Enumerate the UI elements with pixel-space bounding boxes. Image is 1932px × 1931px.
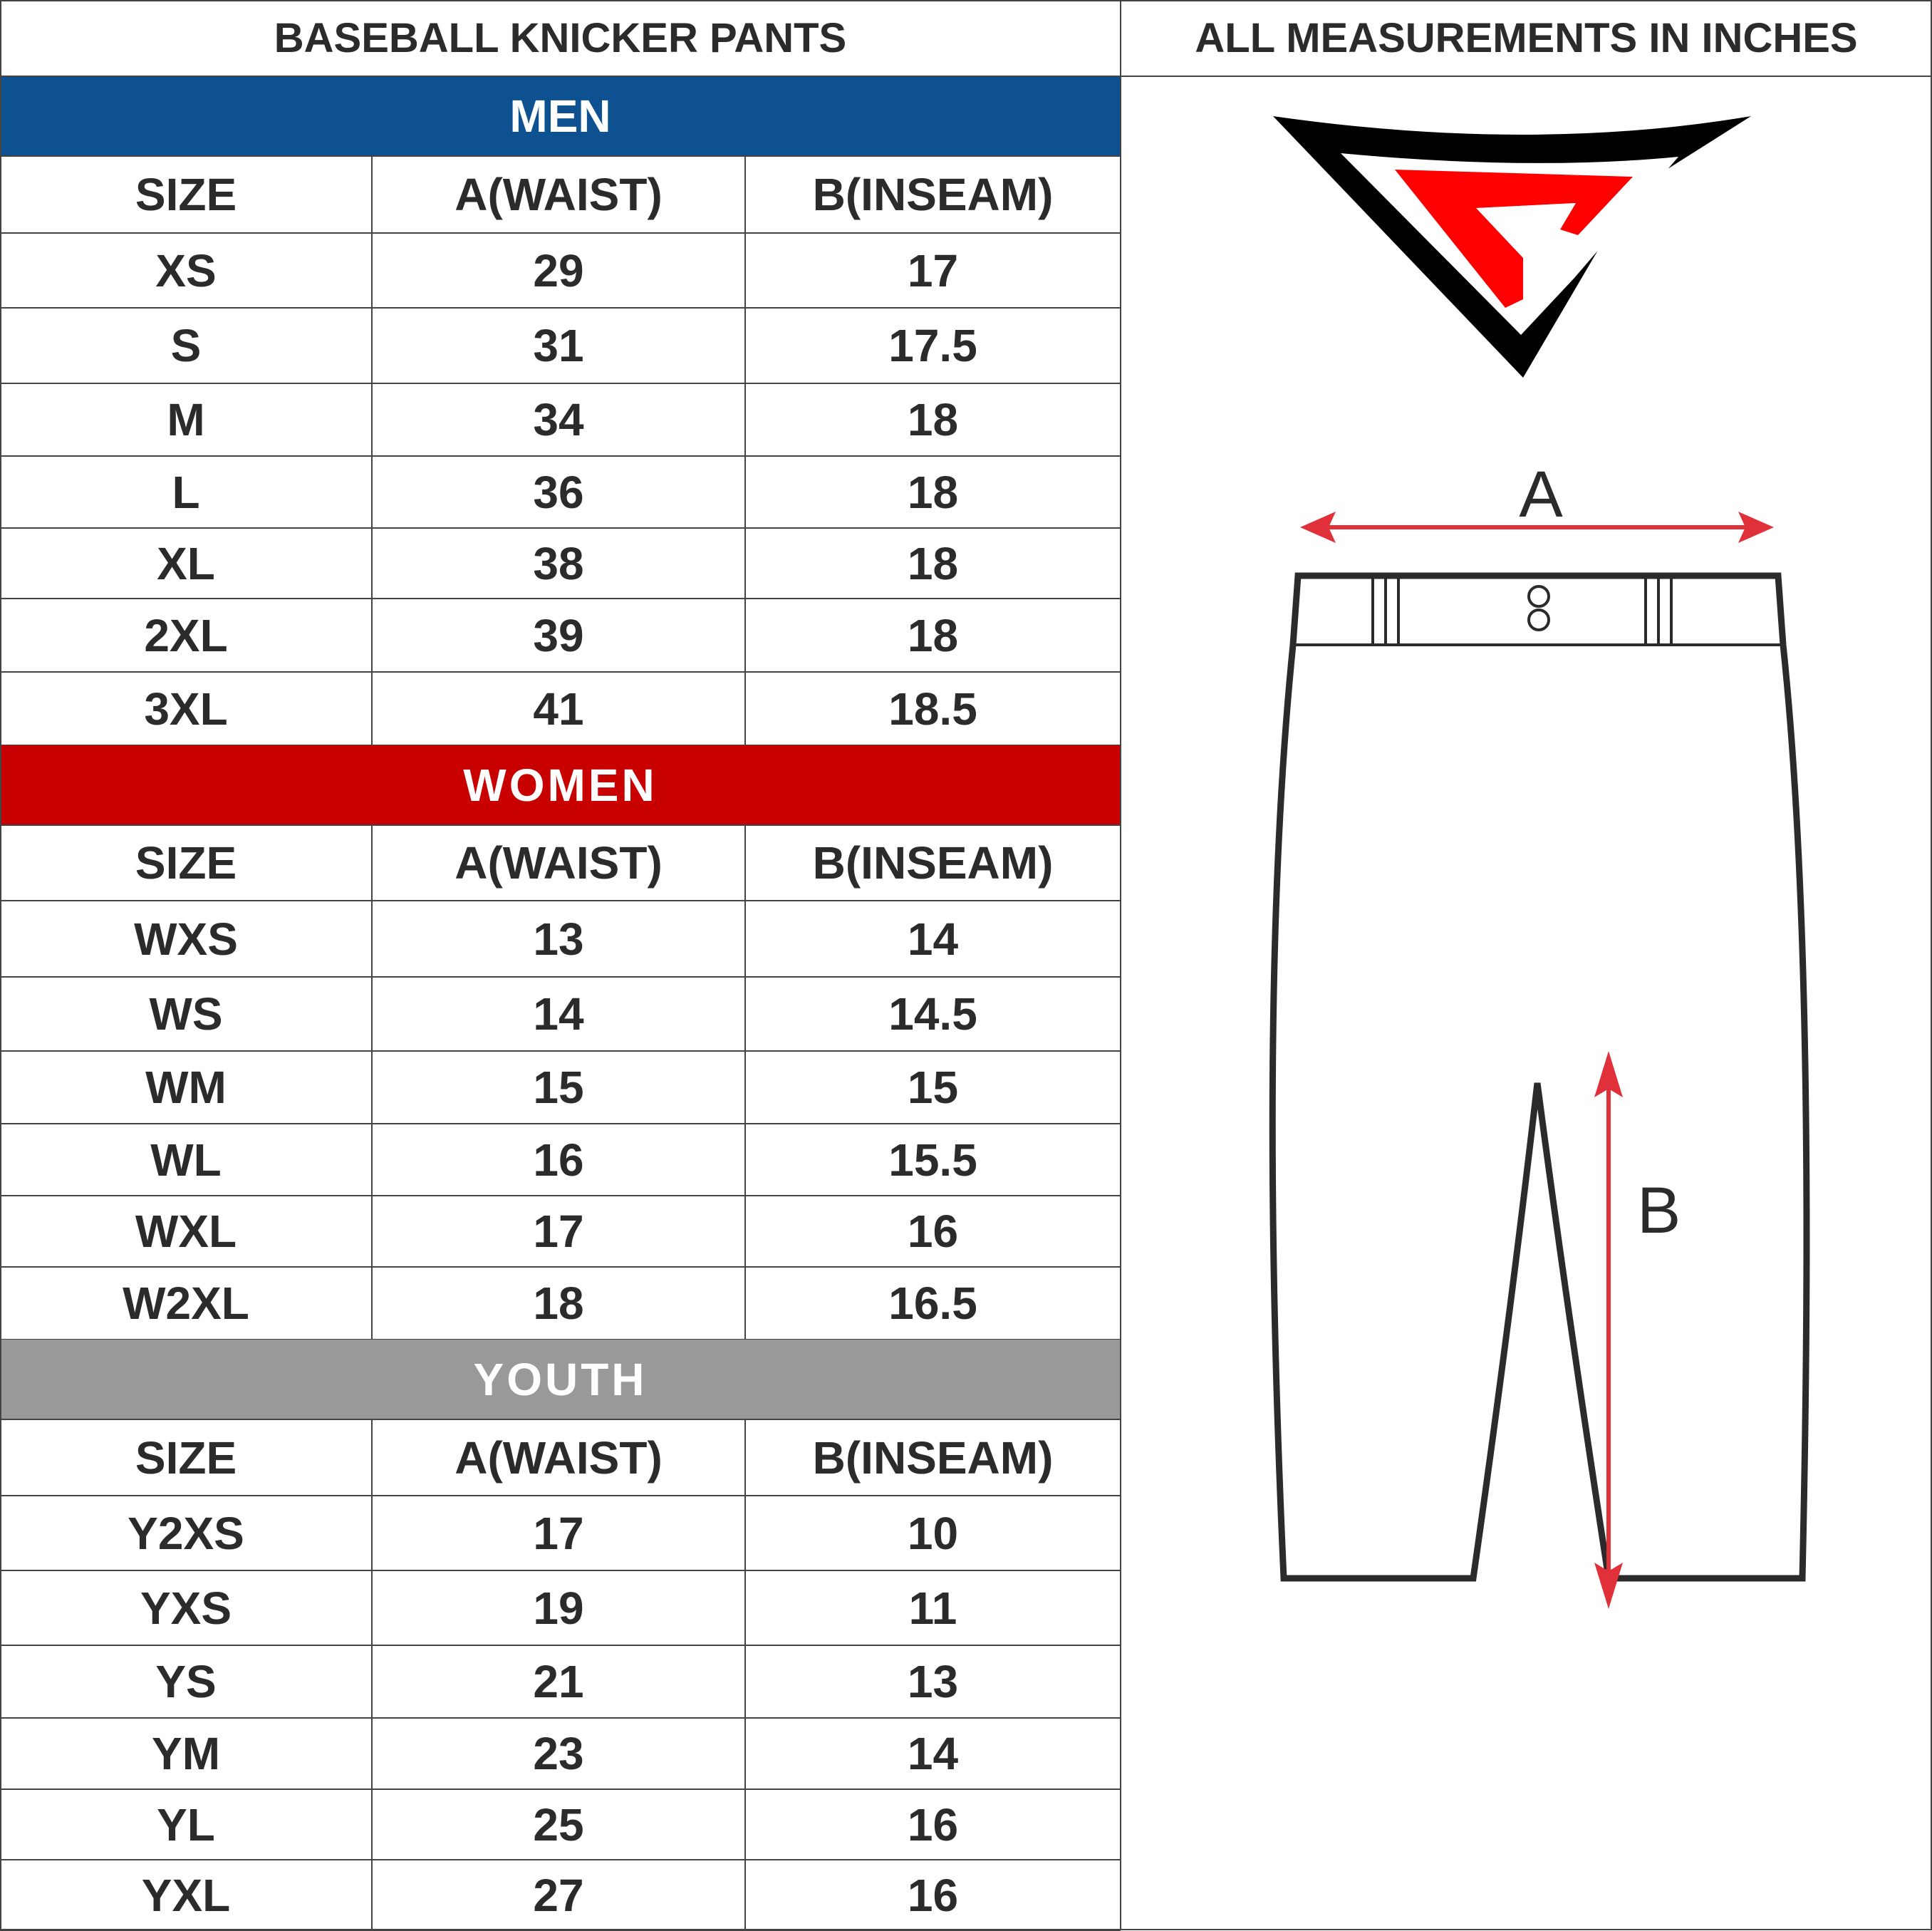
table-cell: M	[167, 394, 205, 445]
table-cell: 36	[533, 466, 584, 518]
table-cell: 15	[533, 1062, 584, 1113]
table-cell: 3XL	[144, 683, 228, 735]
table-cell: 16	[907, 1798, 959, 1850]
table-cell: XL	[157, 537, 215, 589]
table-cell: WXS	[134, 913, 238, 965]
table-cell: 15	[907, 1062, 959, 1113]
waist-label: A	[1519, 458, 1563, 531]
section-band-women: WOMEN	[0, 745, 1121, 825]
table-cell: 17	[907, 244, 959, 296]
table-cell: 18	[907, 537, 959, 589]
table-cell: WM	[145, 1062, 227, 1113]
table-cell: 2XL	[144, 609, 228, 661]
table-cell: 14	[907, 913, 959, 965]
table-cell: 13	[533, 913, 584, 965]
table-cell: 25	[533, 1798, 584, 1850]
table-cell: 41	[533, 683, 584, 735]
table-cell: 31	[533, 320, 584, 371]
table-cell: Y2XS	[128, 1507, 244, 1559]
table-cell: 11	[908, 1582, 957, 1634]
table-cell: 18.5	[888, 683, 977, 735]
table-cell: 14.5	[888, 988, 977, 1040]
table-cell: 34	[533, 394, 584, 445]
table-cell: 10	[907, 1507, 959, 1559]
inseam-label: B	[1637, 1174, 1681, 1247]
table-cell: 23	[533, 1728, 584, 1779]
column-header: B(INSEAM)	[812, 169, 1054, 220]
table-cell: 16.5	[888, 1278, 977, 1329]
table-cell: YL	[157, 1798, 215, 1850]
column-header: A(WAIST)	[455, 837, 663, 889]
table-cell: YXL	[141, 1869, 231, 1921]
table-cell: 15.5	[888, 1134, 977, 1186]
table-cell: 18	[533, 1278, 584, 1329]
column-header: B(INSEAM)	[812, 1432, 1054, 1484]
column-header: A(WAIST)	[455, 1432, 663, 1484]
table-cell: 39	[533, 609, 584, 661]
table-cell: 27	[533, 1869, 584, 1921]
units-note: ALL MEASUREMENTS IN INCHES	[1195, 15, 1858, 61]
table-cell: YM	[152, 1728, 220, 1779]
table-cell: L	[172, 466, 200, 518]
table-cell: 29	[533, 244, 584, 296]
table-cell: WS	[149, 988, 223, 1040]
table-cell: 18	[907, 394, 959, 445]
column-header: A(WAIST)	[455, 169, 663, 220]
column-header: SIZE	[135, 1432, 237, 1484]
table-cell: 17	[533, 1507, 584, 1559]
table-cell: 13	[907, 1656, 959, 1707]
table-cell: W2XL	[123, 1278, 249, 1329]
table-cell: 38	[533, 537, 584, 589]
chart-title: BASEBALL KNICKER PANTS	[274, 15, 847, 61]
section-band-youth: YOUTH	[0, 1340, 1121, 1419]
table-cell: 14	[533, 988, 584, 1040]
table-cell: 16	[533, 1134, 584, 1186]
table-cell: YXS	[140, 1582, 232, 1634]
table-cell: WXL	[135, 1206, 237, 1257]
table-cell: 14	[907, 1728, 959, 1779]
section-band-men: MEN	[0, 76, 1121, 156]
table-cell: S	[170, 320, 202, 371]
table-cell: YS	[155, 1656, 217, 1707]
column-header: SIZE	[135, 169, 237, 220]
table-cell: 17.5	[888, 320, 977, 371]
table-cell: 19	[533, 1582, 584, 1634]
pants-outline	[1272, 576, 1807, 1578]
table-cell: 18	[907, 466, 959, 518]
table-cell: XS	[155, 244, 217, 296]
table-cell: WL	[150, 1134, 222, 1186]
column-header: B(INSEAM)	[812, 837, 1054, 889]
table-cell: 21	[533, 1656, 584, 1707]
table-cell: 18	[907, 609, 959, 661]
column-header: SIZE	[135, 837, 237, 889]
table-cell: 17	[533, 1206, 584, 1257]
table-cell: 16	[907, 1206, 959, 1257]
table-cell: 16	[907, 1869, 959, 1921]
